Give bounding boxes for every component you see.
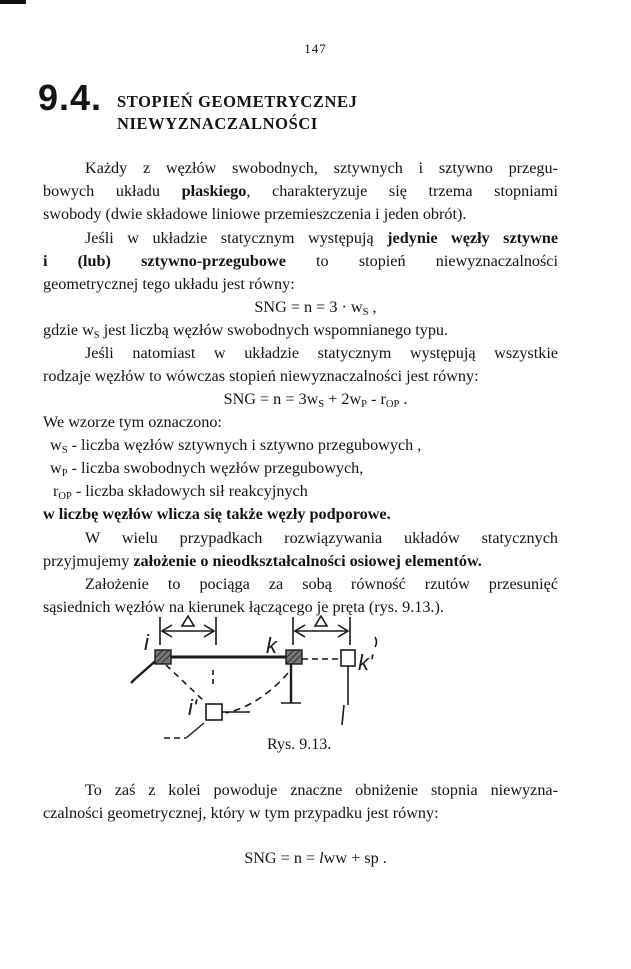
formula-sng-rigid-members: SNG = n = lww + sp . bbox=[244, 849, 387, 867]
paragraph-3-line-1: Jeśli natomiast w układzie statycznym występują wszystkie bbox=[85, 344, 558, 362]
scan-corner-mark bbox=[0, 0, 26, 4]
definitions-bold-note: w liczbę węzłów wlicza się także węzły podporowe. bbox=[43, 505, 391, 523]
displacement-path-i bbox=[166, 665, 205, 702]
label-i: i bbox=[144, 630, 149, 655]
definition-ws: $w_S$ - liczba węzłów sztywnych i sztywno przegubowych , bbox=[50, 436, 422, 456]
label-i-prime: i' bbox=[188, 695, 198, 720]
paragraph-1-line-2: bowych układu płaskiego, charakteryzuje się trzema stopniami bbox=[43, 182, 559, 200]
label-k-prime: k' bbox=[358, 650, 374, 675]
formula-sng-general: SNG = $n = 3w_S + 2w_P - r_{OP}$ . bbox=[223, 390, 408, 410]
paragraph-3-line-2: rodzaje węzłów to wówczas stopień niewyznaczalności jest równy: bbox=[43, 367, 479, 385]
label-k: k bbox=[266, 633, 277, 658]
node-k-prime bbox=[341, 650, 355, 666]
definitions-intro: We wzorze tym oznaczono: bbox=[43, 413, 222, 431]
paragraph-4-line-2: przyjmujemy założenie o nieodkształcalności osiowej elementów. bbox=[43, 552, 482, 570]
paragraph-2-line-2: i (lub) sztywno-przegubowe to stopień niewyznaczalności bbox=[43, 252, 558, 270]
member-left-end bbox=[131, 679, 135, 683]
column-k-prime-lower bbox=[342, 705, 344, 725]
paragraph-2-where: gdzie $w_S$ jest liczbą węzłów swobodnych wspomnianego typu. bbox=[43, 321, 449, 341]
section-title bbox=[117, 91, 357, 135]
definition-rop: $r_{OP}$ - liczba składowych sił reakcyjnych bbox=[53, 482, 308, 502]
paragraph-2-line-1: Jeśli w układzie statycznym występują jedynie węzły sztywne bbox=[85, 229, 559, 247]
delta-triangle-i bbox=[182, 616, 194, 626]
paragraph-5-line-2: sąsiednich węzłów na kierunek łączącego je pręta (rys. 9.13.). bbox=[43, 598, 444, 616]
paragraph-1-line-1: Każdy z węzłów swobodnych, sztywnych i sztywno przegu- bbox=[85, 159, 558, 177]
section-number: 9.4. bbox=[38, 77, 103, 118]
page-number: 147 bbox=[304, 41, 327, 56]
delta-triangle-k bbox=[315, 616, 327, 626]
figure-9-13-diagram bbox=[100, 595, 400, 755]
paragraph-6-line-2: czalności geometrycznej, który w tym przypadku jest równy: bbox=[43, 804, 439, 822]
paragraph-2-line-3: geometrycznej tego układu jest równy: bbox=[43, 275, 295, 293]
lower-diagonal bbox=[186, 723, 204, 738]
definition-wp: $w_P$ - liczba swobodnych węzłów przegubowych, bbox=[50, 459, 364, 479]
scan-bracket-mark bbox=[375, 637, 377, 647]
paragraph-1-line-3: swobody (dwie składowe liniowe przemieszczenia i jeden obrót). bbox=[43, 205, 467, 223]
section-title-line-1: STOPIEŃ GEOMETRYCZNEJ bbox=[117, 92, 358, 111]
section-title-line-2: NIEWYZNACZALNOŚCI bbox=[117, 114, 318, 133]
displacement-arc bbox=[226, 673, 288, 713]
formula-sng-rigid: SNG = $n = 3 \cdot w_S$ , bbox=[254, 298, 377, 318]
paragraph-5-line-1: Założenie to pociąga za sobą równość rzutów przesunięć bbox=[85, 575, 558, 593]
figure-caption: Rys. 9.13. bbox=[267, 736, 332, 753]
paragraph-4-line-1: W wielu przypadkach rozwiązywania układów statycznych bbox=[85, 529, 558, 547]
node-i-prime bbox=[206, 704, 222, 720]
paragraph-6-line-1: To zaś z kolei powoduje znaczne obniżenie stopnia niewyzna- bbox=[85, 781, 558, 799]
